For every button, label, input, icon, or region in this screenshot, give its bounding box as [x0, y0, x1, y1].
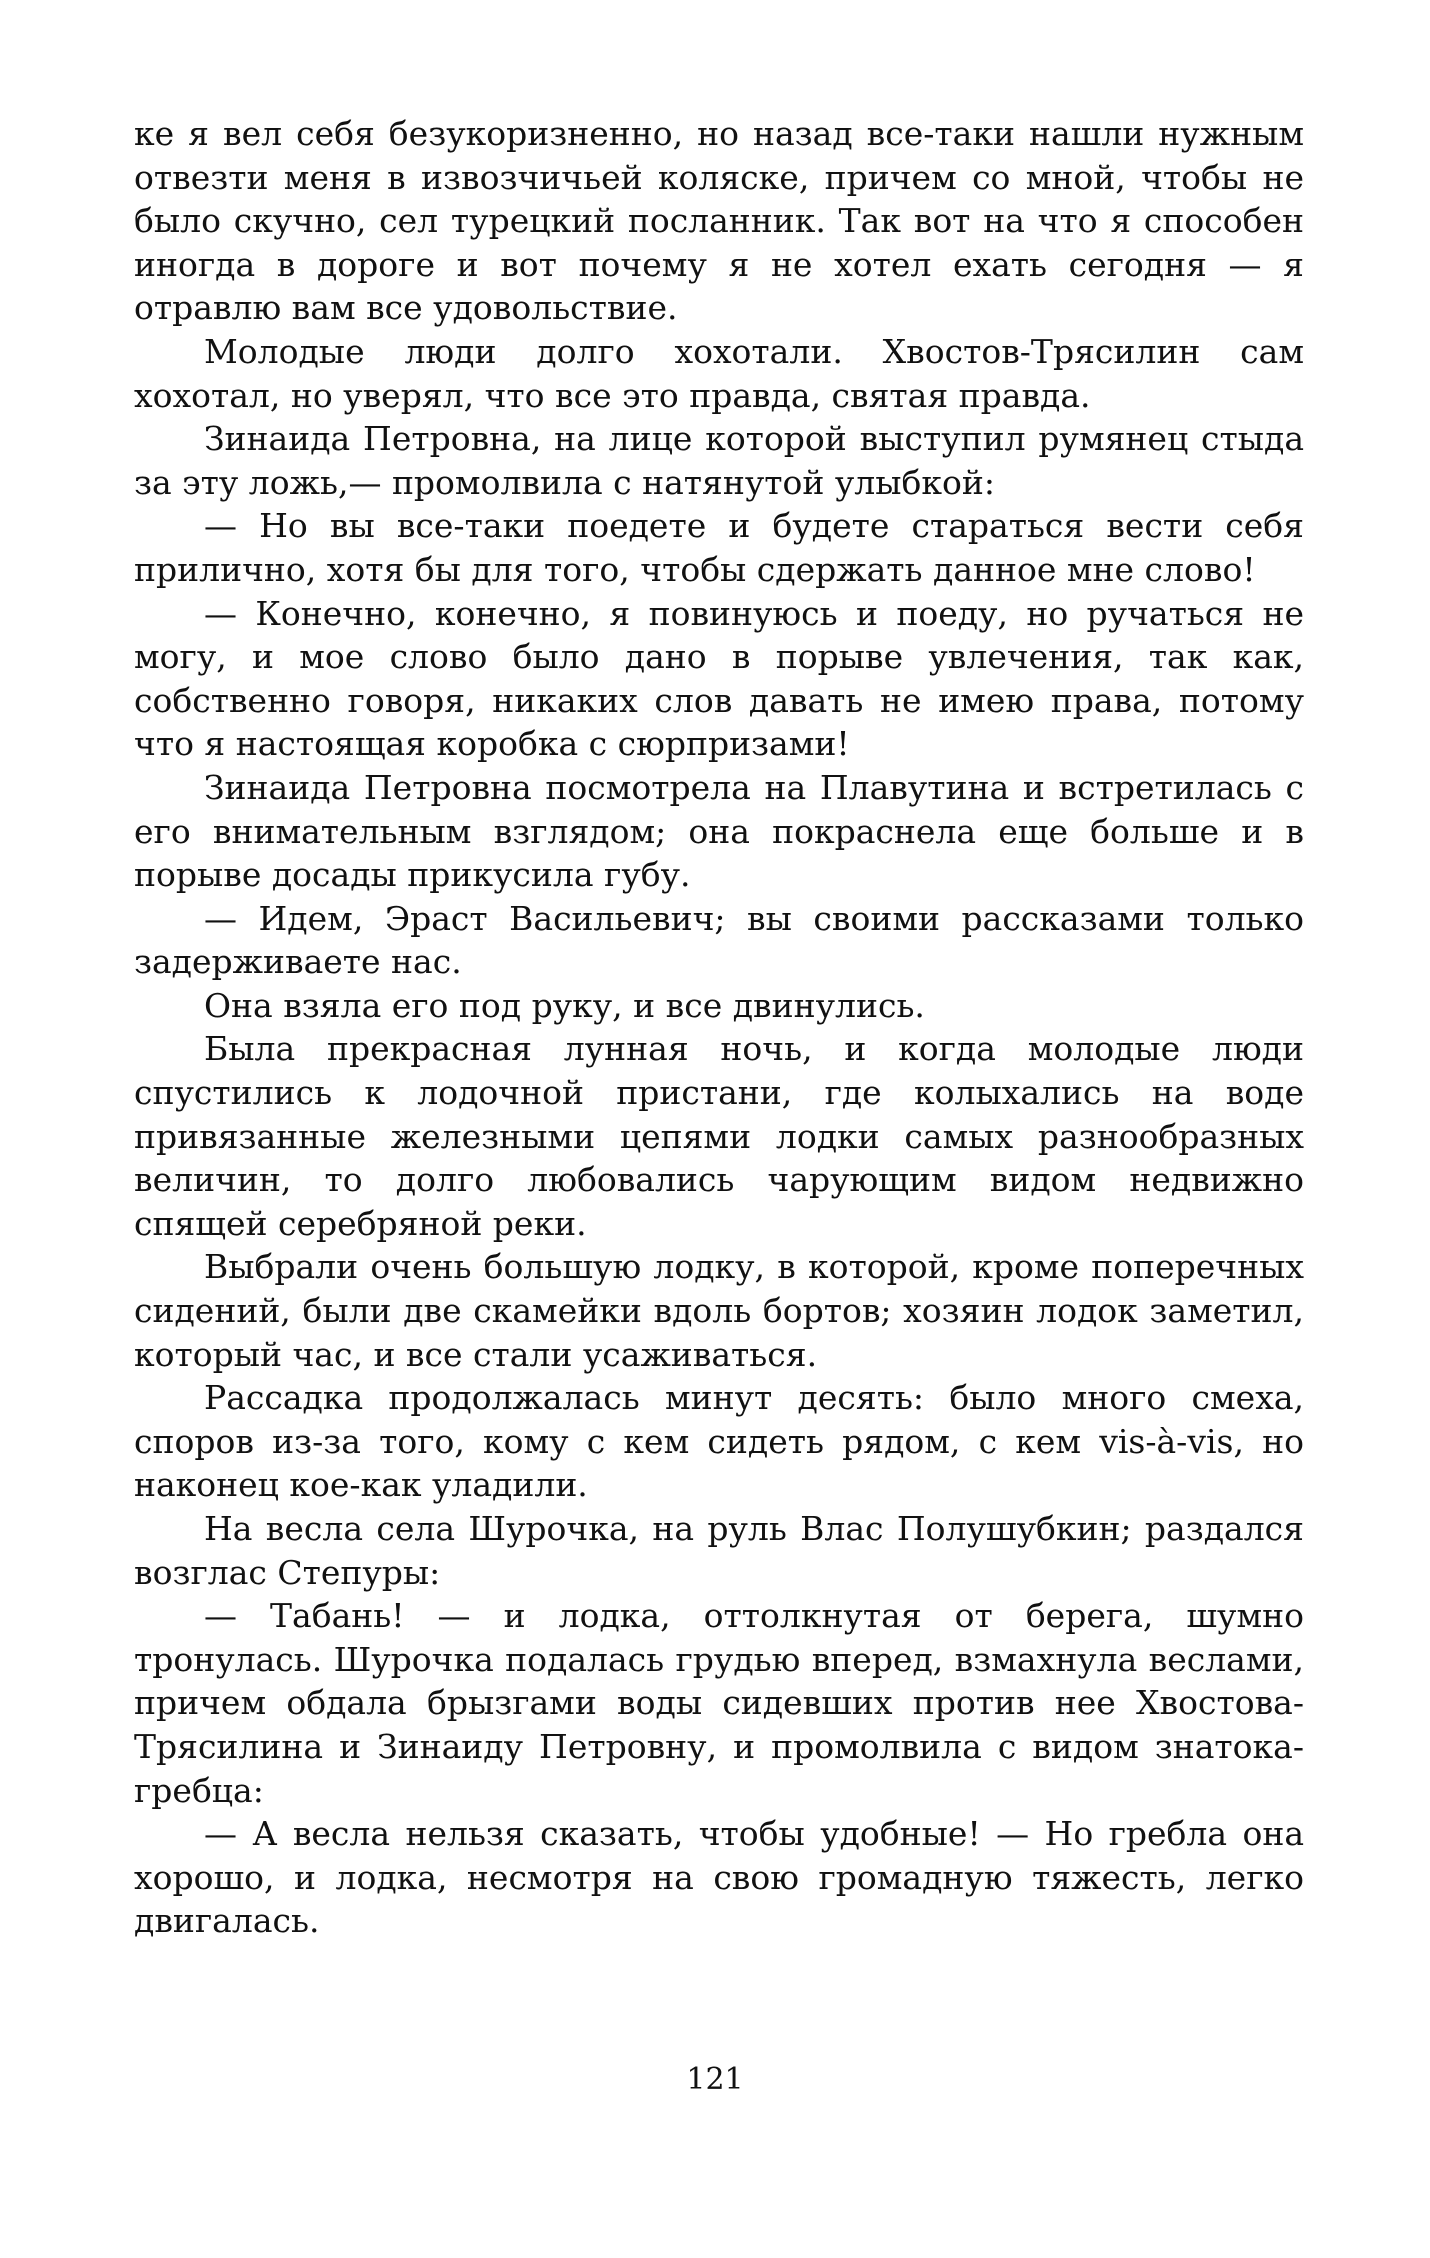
paragraph: Рассадка продолжалась минут десять: было много смеха, споров из-за того, кому с кем сидеть рядом, с кем vis-à-vis, но наконец кое-как уладили.: [134, 1378, 1304, 1505]
paragraph: Зинаида Петровна посмотрела на Плавутина и встретилась с его внимательным взглядом; она покраснела еще больше и в порыве досады прикусила губу.: [134, 767, 1304, 895]
paragraph: Была прекрасная лунная ночь, и когда молодые люди спустились к лодочной пристани, где колыхались на воде привязанные железными цепями лодки самых разнообразных величин, то долго любовались чарующим видом недвижно спящей серебряной реки.: [134, 1029, 1304, 1243]
paragraph: На весла села Шурочка, на руль Влас Полушубкин; раздался возглас Степуры:: [134, 1509, 1304, 1592]
page-text: [134, 112, 1304, 1943]
paragraph: — Но вы все-таки поедете и будете стараться вести себя прилично, хотя бы для того, чтобы сдержать данное мне слово!: [134, 506, 1304, 589]
paragraph: — А весла нельзя сказать, чтобы удобные! — Но гребла она хорошо, и лодка, несмотря на свою громадную тяжесть, легко двигалась.: [134, 1814, 1304, 1941]
paragraph: ке я вел себя безукоризненно, но назад все-таки нашли нужным отвезти меня в извозчичьей коляске, причем со мной, чтобы не было скучно, сел турецкий посланник. Так вот на что я способен иногда в дороге и вот почему я не хотел ехать сегодня — я отравлю вам все удовольствие.: [134, 114, 1304, 328]
paragraph: — Табань! — и лодка, оттолкнутая от берега, шумно тронулась. Шурочка подалась грудью вперед, взмахнула веслами, причем обдала брызгами воды сидевших против нее Хвостова-Трясилина и Зинаиду Петровну, и промолвила с видом знатока-гребца:: [134, 1596, 1304, 1810]
paragraph: Она взяла его под руку, и все двинулись.: [204, 985, 925, 1025]
page-number: 121: [686, 2062, 744, 2097]
paragraph: Молодые люди долго хохотали. Хвостов-Трясилин сам хохотал, но уверял, что все это правда, святая правда.: [134, 331, 1304, 415]
paragraph: Зинаида Петровна, на лице которой выступил румянец стыда за эту ложь,— промолвила с натянутой улыбкой:: [134, 419, 1304, 502]
paragraph: Выбрали очень большую лодку, в которой, кроме поперечных сидений, были две скамейки вдоль бортов; хозяин лодок заметил, который час, и все стали усаживаться.: [134, 1247, 1304, 1374]
paragraph: — Идем, Эраст Васильевич; вы своими рассказами только задерживаете нас.: [134, 898, 1304, 982]
paragraph: — Конечно, конечно, я повинуюсь и поеду, но ручаться не могу, и мое слово было дано в порыве увлечения, так как, собственно говоря, никаких слов давать не имею права, потому что я настоящая коробка с сюрпризами!: [134, 593, 1304, 764]
